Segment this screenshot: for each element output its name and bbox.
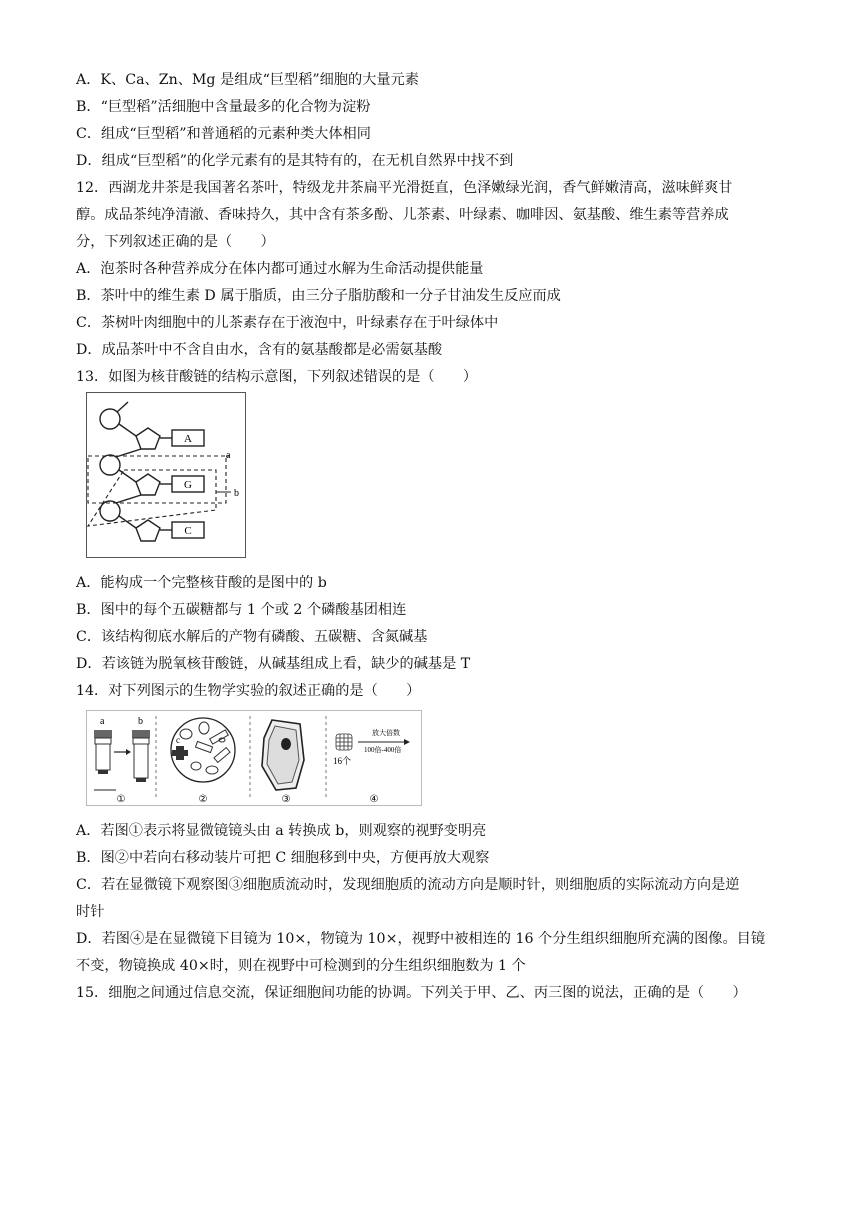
q12-stem-line2: 醇。成品茶纯净清澈、香味持久，其中含有茶多酚、儿茶素、叶绿素、咖啡因、氨基酸、维生素等营养成 — [76, 207, 729, 223]
label-b: b — [234, 488, 239, 499]
sugar-2 — [136, 474, 160, 495]
q11-option-d: D．组成“巨型稻”的化学元素有的是其特有的，在无机自然界中找不到 — [76, 153, 514, 169]
base-label-1: A — [184, 433, 192, 445]
magnification-label: 放大倍数 — [372, 729, 400, 737]
q13-option-d: D．若该链为脱氧核苷酸链，从碱基组成上看，缺少的碱基是 T — [76, 656, 471, 672]
panel-number-3: ③ — [281, 794, 291, 805]
nucleotide-chain-figure — [86, 392, 246, 558]
objective-lens-b — [132, 730, 150, 782]
cell-c-label: c — [176, 735, 180, 745]
phosphate-2 — [100, 455, 120, 475]
q14-option-d-line1: D．若图④是在显微镜下目镜为 10×，物镜为 10×，视野中被相连的 16 个分生组织细胞所充满的图像。目镜 — [76, 931, 766, 947]
q12-option-c: C．茶树叶肉细胞中的儿茶素存在于液泡中，叶绿素存在于叶绿体中 — [76, 315, 499, 331]
base-label-2: G — [184, 479, 192, 491]
phosphate-3 — [100, 501, 120, 521]
q14-option-d-line2: 不变，物镜换成 40×时，则在视野中可检测到的分生组织细胞数为 1 个 — [76, 958, 526, 974]
q14-option-b: B．图②中若向右移动装片可把 C 细胞移到中央，方便再放大观察 — [76, 850, 490, 866]
panel-number-1: ① — [116, 794, 126, 805]
q11-option-a: A．K、Ca、Zn、Mg 是组成“巨型稻”细胞的大量元素 — [76, 72, 419, 88]
sugar-1 — [136, 428, 160, 449]
q14-option-c-line2: 时针 — [76, 904, 105, 920]
q12-stem-line3: 分，下列叙述正确的是（ ） — [76, 234, 275, 250]
panel-number-2: ② — [198, 794, 208, 805]
q13-option-b: B．图中的每个五碳糖都与 1 个或 2 个磷酸基团相连 — [76, 602, 407, 618]
q14-stem: 14．对下列图示的生物学实验的叙述正确的是（ ） — [76, 683, 421, 699]
q13-option-a: A．能构成一个完整核苷酸的是图中的 b — [76, 575, 327, 591]
q14-option-c-line1: C．若在显微镜下观察图③细胞质流动时，发现细胞质的流动方向是顺时针，则细胞质的实际流动方向是逆 — [76, 877, 740, 893]
magnification-range-label: 100倍-400倍 — [364, 746, 402, 754]
q11-option-c: C．组成“巨型稻”和普通稻的元素种类大体相同 — [76, 126, 371, 142]
objective-lens-a — [94, 730, 112, 774]
q12-option-b: B．茶叶中的维生素 D 属于脂质，由三分子脂肪酸和一分子甘油发生反应而成 — [76, 288, 561, 304]
dashed-region-b — [88, 470, 216, 526]
microscope-experiments-figure — [86, 710, 422, 806]
q13-option-c: C．该结构彻底水解后的产物有磷酸、五碳糖、含氮碱基 — [76, 629, 428, 645]
q12-stem-line1: 12．西湖龙井茶是我国著名茶叶，特级龙井茶扁平光滑挺直，色泽嫩绿光润，香气鲜嫩清高，滋味鲜爽甘 — [76, 180, 733, 196]
cell-count-label: 16个 — [333, 756, 352, 766]
q14-option-a: A．若图①表示将显微镜镜头由 a 转换成 b，则观察的视野变明亮 — [76, 823, 487, 839]
panel-number-4: ④ — [369, 794, 379, 805]
base-label-3: C — [184, 525, 192, 537]
q11-option-b: B．“巨型稻”活细胞中含量最多的化合物为淀粉 — [76, 99, 371, 115]
lens-label-a: a — [100, 716, 105, 727]
q13-stem: 13．如图为核苷酸链的结构示意图，下列叙述错误的是（ ） — [76, 369, 478, 385]
label-a: a — [226, 450, 231, 461]
q15-stem: 15．细胞之间通过信息交流，保证细胞间功能的协调。下列关于甲、乙、丙三图的说法，正确的是（ ） — [76, 985, 747, 1001]
q12-option-d: D．成品茶叶中不含自由水，含有的氨基酸都是必需氨基酸 — [76, 342, 443, 358]
sugar-3 — [136, 520, 160, 541]
lens-label-b: b — [138, 716, 143, 727]
q12-option-a: A．泡茶时各种营养成分在体内都可通过水解为生命活动提供能量 — [76, 261, 484, 277]
